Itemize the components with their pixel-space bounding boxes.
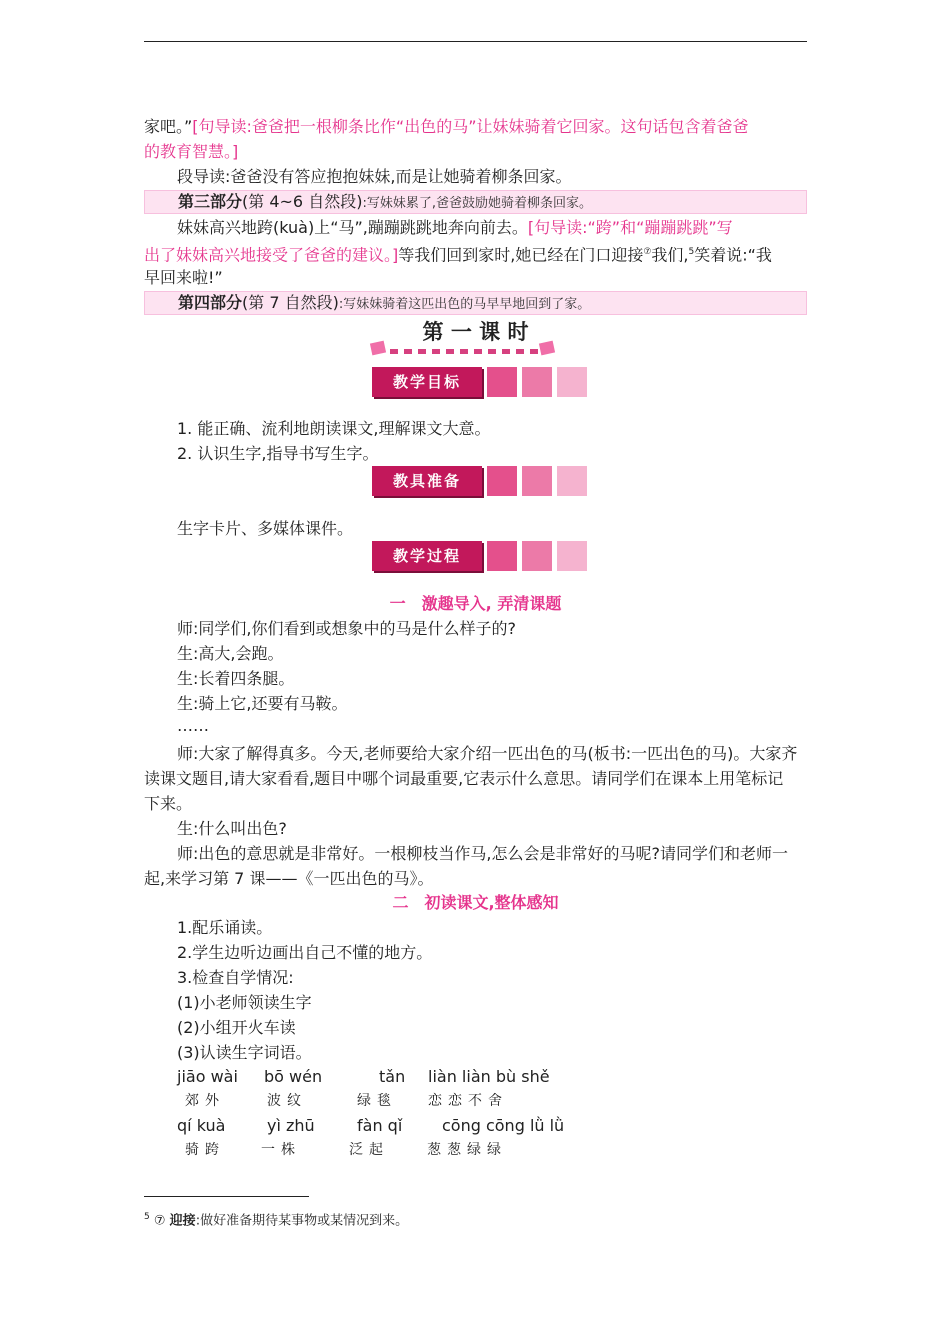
hanzi-word: 骑跨	[185, 1142, 225, 1158]
part4-band	[144, 291, 807, 315]
step-item: (2)小组开火车读	[177, 1018, 296, 1037]
pinyin: jiāo wài	[177, 1067, 238, 1086]
part-desc: :写妹妹骑着这匹出色的马早早地回到了家。	[338, 297, 591, 312]
pinyin: qí kuà	[177, 1116, 226, 1135]
section-label: 教具准备	[372, 466, 482, 496]
section-label: 教学过程	[372, 541, 482, 571]
pinyin: bō wén	[264, 1067, 323, 1086]
paragraph-guide: 段导读:爸爸没有答应抱抱妹妹,而是让她骑着柳条回家。	[177, 167, 572, 186]
pink-block-icon	[557, 367, 587, 397]
hanzi-word: 恋恋不舍	[428, 1093, 508, 1109]
text: 笑着说:“我	[694, 245, 772, 265]
paragraph-line	[144, 240, 807, 267]
paragraph-line: 师:大家了解得真多。今天,老师要给大家介绍一匹出色的马(板书:一匹出色的马)。大家齐	[177, 744, 798, 763]
footnote-mark: 5	[144, 1212, 150, 1222]
section-goals-header	[372, 367, 587, 397]
pink-block-icon	[522, 367, 552, 397]
decor-dotted-bar	[390, 349, 538, 354]
sentence-guide: [句导读:“跨”和“蹦蹦跳跳”写	[527, 218, 733, 237]
hanzi-word: 波纹	[267, 1093, 307, 1109]
footnote-ref: 5	[688, 247, 695, 257]
pinyin: fàn qǐ	[357, 1116, 403, 1135]
paragraph-line: 读课文题目,请大家看看,题目中哪个词最重要,它表示什么意思。请同学们在课本上用笔标记	[144, 769, 784, 788]
dialogue-line: 生:长着四条腿。	[177, 669, 295, 688]
decor-square-icon	[539, 341, 555, 356]
step-item: 1.配乐诵读。	[177, 918, 273, 937]
dialogue-line: 生:高大,会跑。	[177, 644, 284, 663]
footnote	[144, 1207, 408, 1231]
pink-block-icon	[487, 541, 517, 571]
footnote-term: 迎接	[169, 1213, 196, 1229]
step-item: (1)小老师领读生字	[177, 993, 312, 1012]
hanzi-word: 葱葱绿绿	[427, 1142, 507, 1158]
step-item: 3.检查自学情况:	[177, 968, 294, 987]
section-label: 教学目标	[372, 367, 482, 397]
footnote-ref: ⑦	[643, 247, 652, 257]
section-tools-header	[372, 466, 587, 496]
goal-item: 1. 能正确、流利地朗读课文,理解课文大意。	[177, 419, 491, 438]
hanzi-word: 郊外	[185, 1093, 225, 1109]
sentence-guide-cont: 的教育智慧。]	[144, 142, 239, 161]
tools-text: 生字卡片、多媒体课件。	[177, 519, 354, 538]
dialogue-line: 生:什么叫出色?	[177, 819, 287, 838]
pink-block-icon	[557, 466, 587, 496]
paragraph-line	[144, 215, 807, 240]
pinyin: tǎn	[379, 1067, 406, 1086]
paragraph-line	[144, 114, 807, 139]
step-item: (3)认读生字词语。	[177, 1043, 312, 1062]
text: 我们,	[651, 245, 689, 265]
footnote-definition: :做好准备期待某事物或某情况到来。	[195, 1213, 409, 1229]
paragraph-line: 早回来啦!”	[144, 268, 223, 287]
footnote-number: ⑦	[153, 1213, 166, 1229]
step1-heading: 一 激趣导入, 弄清课题	[389, 594, 562, 613]
footnote-rule	[144, 1196, 309, 1197]
sentence-guide: [句导读:爸爸把一根柳条比作“出色的马”让妹妹骑着它回家。这句话包含着爸爸	[192, 117, 749, 136]
hanzi-word: 泛起	[349, 1142, 389, 1158]
pinyin: yì zhū	[267, 1116, 315, 1135]
paragraph-line: 师:出色的意思就是非常好。一根柳枝当作马,怎么会是非常好的马呢?请同学们和老师一	[177, 844, 788, 863]
step2-heading: 二 初读课文,整体感知	[392, 893, 559, 912]
dialogue-line: 生:骑上它,还要有马鞍。	[177, 694, 348, 713]
pink-block-icon	[522, 541, 552, 571]
part3-band	[144, 190, 807, 214]
part-label: 第四部分	[178, 293, 243, 312]
paragraph-line: 下来。	[144, 794, 193, 813]
text: 等我们回到家时,她已经在门口迎接	[398, 245, 644, 265]
section-process-header	[372, 541, 587, 571]
pink-block-icon	[557, 541, 587, 571]
pinyin: liàn liàn bù shě	[428, 1067, 550, 1086]
decor-square-icon	[370, 341, 386, 356]
part-range: (第 4~6 自然段)	[242, 192, 363, 211]
pinyin: cōng cōng lǜ lǜ	[442, 1116, 565, 1135]
ellipsis: ……	[177, 716, 209, 735]
dialogue-line: 师:同学们,你们看到或想象中的马是什么样子的?	[177, 619, 516, 638]
header-rule	[144, 41, 807, 42]
hanzi-word: 一株	[261, 1142, 301, 1158]
part-label: 第三部分	[178, 192, 243, 211]
pink-block-icon	[522, 466, 552, 496]
hanzi-word: 绿毯	[357, 1093, 397, 1109]
lesson-title: 第 一 课 时	[422, 320, 529, 344]
part-desc: :写妹妹累了,爸爸鼓励她骑着柳条回家。	[362, 196, 592, 211]
text: 妹妹高兴地跨(kuà)上“马”,蹦蹦跳跳地奔向前去。	[177, 218, 528, 237]
part-range: (第 7 自然段)	[242, 293, 339, 312]
sentence-guide: 出了妹妹高兴地接受了爸爸的建议。]	[144, 245, 399, 265]
pink-block-icon	[487, 466, 517, 496]
paragraph-line: 起,来学习第 7 课——《一匹出色的马》。	[144, 869, 434, 888]
goal-item: 2. 认识生字,指导书写生字。	[177, 444, 379, 463]
step-item: 2.学生边听边画出自己不懂的地方。	[177, 943, 433, 962]
text: 家吧。”	[144, 117, 193, 136]
pink-block-icon	[487, 367, 517, 397]
